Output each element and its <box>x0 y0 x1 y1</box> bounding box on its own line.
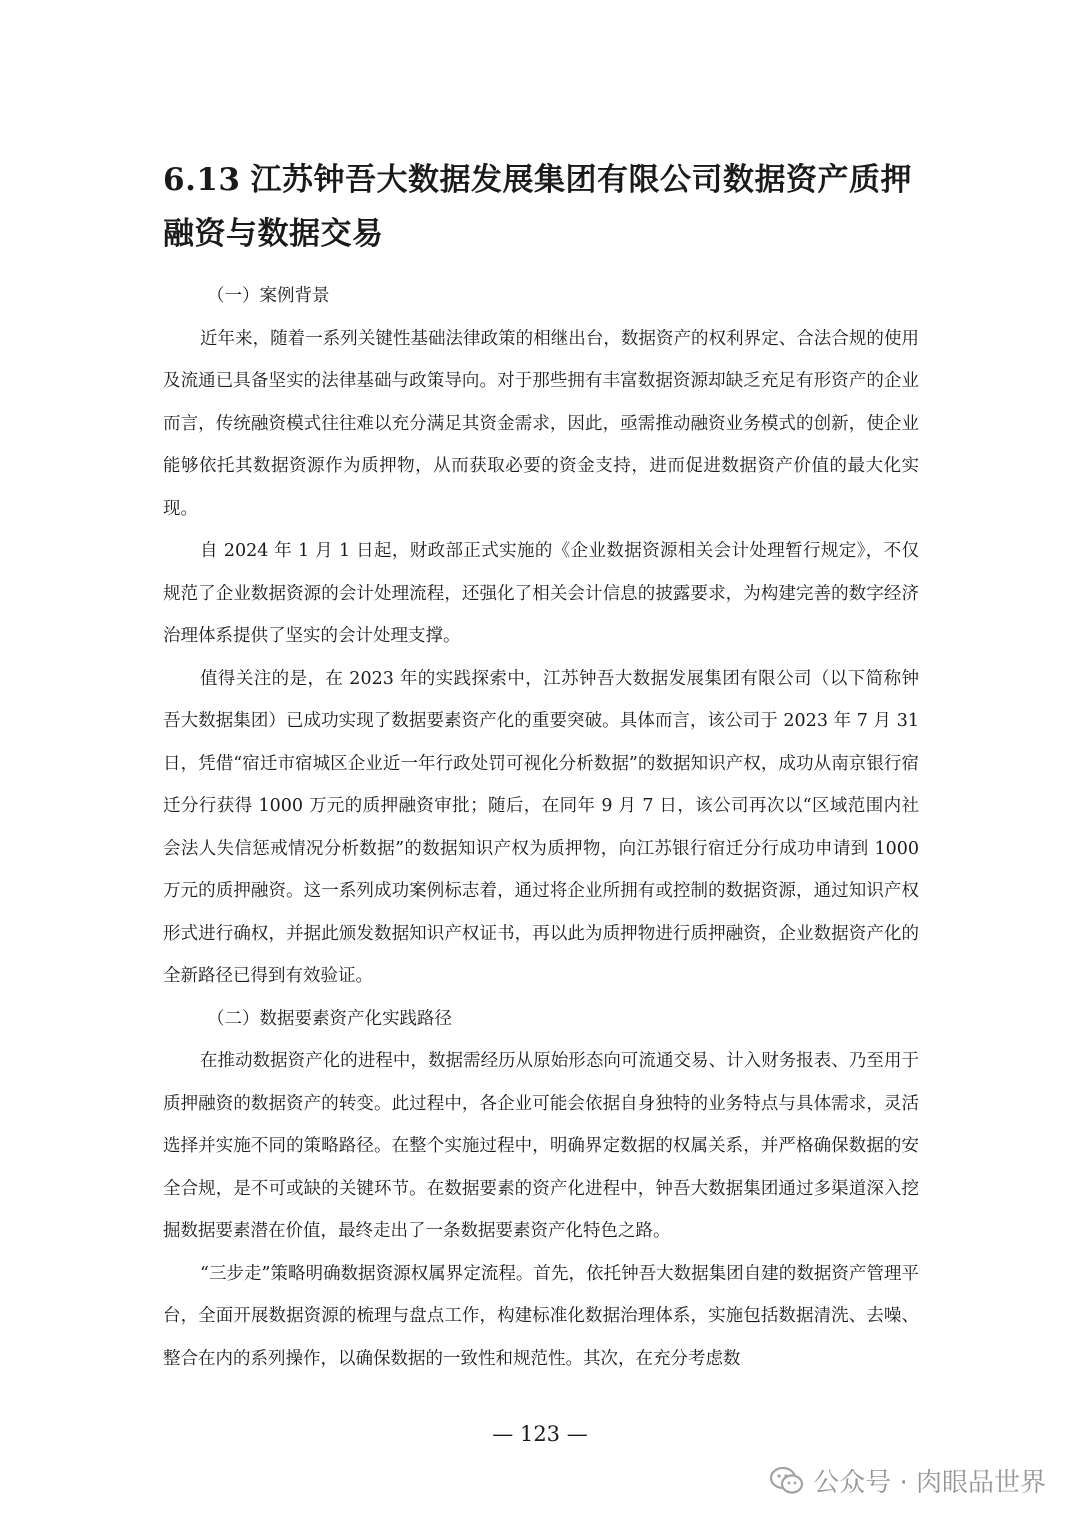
section-number: 6.13 <box>163 161 241 198</box>
wechat-icon <box>769 1465 805 1497</box>
subsection-heading-background: （一）案例背景 <box>207 286 330 306</box>
section-title-text: 江苏钟吾大数据发展集团有限公司数据资产质押融资与数据交易 <box>163 161 913 252</box>
page-number: — 123 — <box>492 1422 588 1446</box>
section-title <box>163 153 933 261</box>
subsection-heading-practice-path: （二）数据要素资产化实践路径 <box>207 1008 452 1029</box>
document-body <box>163 275 919 1380</box>
paragraph: 在推动数据资产化的进程中，数据需经历从原始形态向可流通交易、计入财务报表、乃至用于质押融资的数据资产的转变。此过程中，各企业可能会依据自身独特的业务特点与具体需求，灵活选择并实施不同的策略路径。在整个实施过程中，明确界定数据的权属关系，并严格确保数据的安全合规，是不可或缺的关键环节。在数据要素的资产化进程中，钟吾大数据集团通过多渠道深入挖掘数据要素潜在价值，最终走出了一条数据要素资产化特色之路。 <box>163 1051 919 1241</box>
paragraph: “三步走”策略明确数据资源权属界定流程。首先，依托钟吾大数据集团自建的数据资产管理平台，全面开展数据资源的梳理与盘点工作，构建标准化数据治理体系，实施包括数据清洗、去噪、整合在内的系列操作，以确保数据的一致性和规范性。其次，在充分考虑数 <box>163 1263 919 1369</box>
watermark-text: 公众号 · 肉眼品世界 <box>813 1468 1046 1498</box>
paragraph: 值得关注的是，在 2023 年的实践探索中，江苏钟吾大数据发展集团有限公司（以下简称钟吾大数据集团）已成功实现了数据要素资产化的重要突破。具体而言，该公司于 2023 年 7 月 31 日，凭借“宿迁市宿城区企业近一年行政处罚可视化分析数据”的数据知识产权，成功从南京银行宿迁分行获得 1000 万元的质押融资审批；随后，在同年 9 月 7 日，该公司再次以“区域范围内社会法人失信惩戒情况分析数据”的数据知识产权为质押物，向江苏银行宿迁分行成功申请到 1000 万元的质押融资。这一系列成功案例标志着，通过将企业所拥有或控制的数据资源，通过知识产权形式进行确权，并据此颁发数据知识产权证书，再以此为质押物进行质押融资，企业数据资产化的全新路径已得到有效验证。 <box>163 668 919 986</box>
paragraph: 自 2024 年 1 月 1 日起，财政部正式实施的《企业数据资源相关会计处理暂行规定》，不仅规范了企业数据资源的会计处理流程，还强化了相关会计信息的披露要求，为构建完善的数字经济治理体系提供了坚实的会计处理支撑。 <box>163 541 919 646</box>
paragraph: 近年来，随着一系列关键性基础法律政策的相继出台，数据资产的权利界定、合法合规的使用及流通已具备坚实的法律基础与政策导向。对于那些拥有丰富数据资源却缺乏充足有形资产的企业而言，传统融资模式往往难以充分满足其资金需求，因此，亟需推动融资业务模式的创新，使企业能够依托其数据资源作为质押物，从而获取必要的资金支持，进而促进数据资产价值的最大化实现。 <box>163 328 919 519</box>
watermark <box>769 1462 1046 1499</box>
